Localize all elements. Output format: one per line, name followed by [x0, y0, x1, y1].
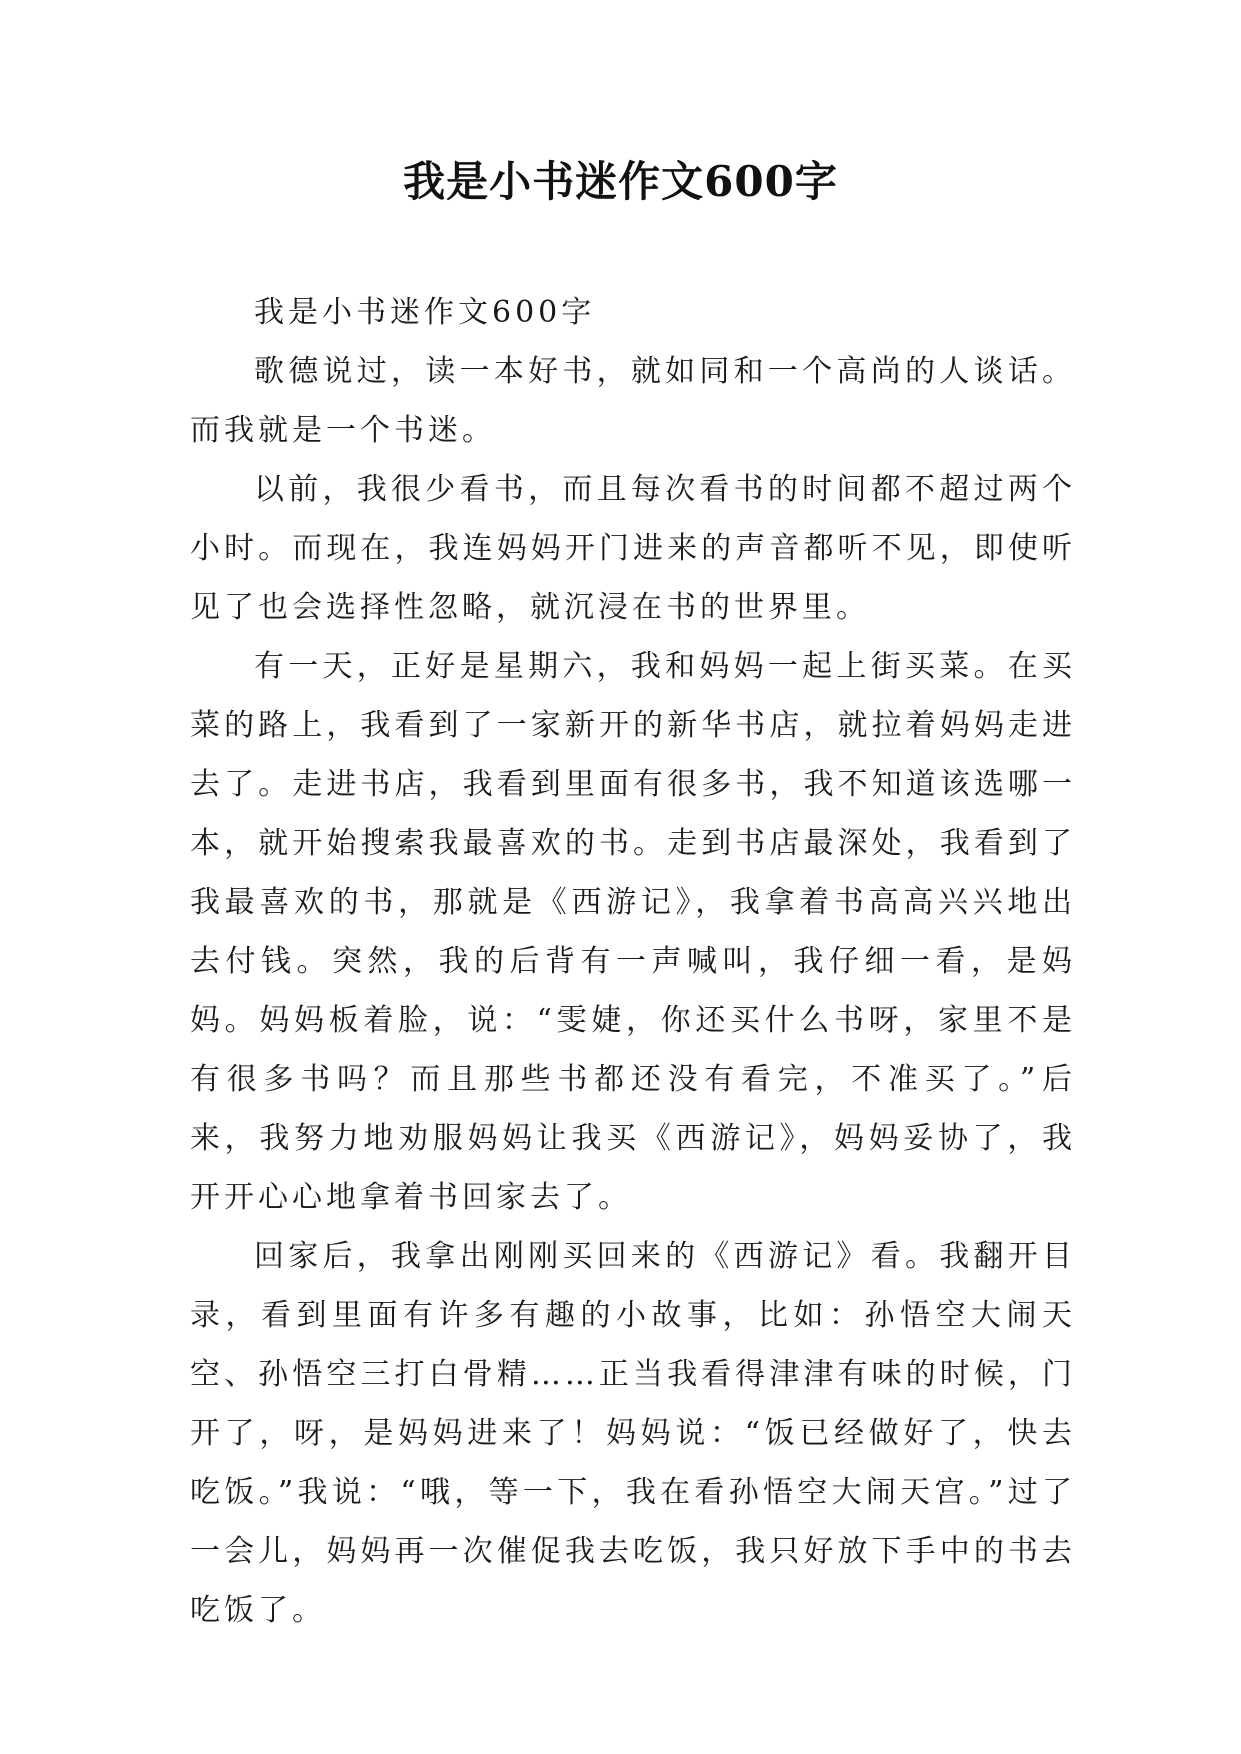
document-body [190, 283, 1076, 1640]
paragraph: 有一天，正好是星期六，我和妈妈一起上街买菜。在买菜的路上，我看到了一家新开的新华书店，就拉着妈妈走进去了。走进书店，我看到里面有很多书，我不知道该选哪一本，就开始搜索我最喜欢的书。走到书店最深处，我看到了我最喜欢的书，那就是《西游记》，我拿着书高高兴兴地出去付钱。突然，我的后背有一声喊叫，我仔细一看，是妈妈。妈妈板着脸，说：“雯婕，你还买什么书呀，家里不是有很多书吗？而且那些书都还没有看完，不准买了。”后来，我努力地劝服妈妈让我买《西游记》，妈妈妥协了，我开开心心地拿着书回家去了。 [190, 649, 1076, 1215]
paragraph: 以前，我很少看书，而且每次看书的时间都不超过两个小时。而现在，我连妈妈开门进来的声音都听不见，即使听见了也会选择性忽略，就沉浸在书的世界里。 [190, 472, 1076, 625]
paragraph: 歌德说过，读一本好书，就如同和一个高尚的人谈话。而我就是一个书迷。 [190, 354, 1076, 448]
document-title: 我是小书迷作文600字 [403, 157, 838, 206]
paragraph: 回家后，我拿出刚刚买回来的《西游记》看。我翻开目录，看到里面有许多有趣的小故事，比如：孙悟空大闹天空、孙悟空三打白骨精……正当我看得津津有味的时候，门开了，呀，是妈妈进来了！妈妈说：“饭已经做好了，快去吃饭。”我说：“哦，等一下，我在看孙悟空大闹天宫。”过了一会儿，妈妈再一次催促我去吃饭，我只好放下手中的书去吃饭了。 [190, 1239, 1076, 1628]
paragraph-subtitle: 我是小书迷作文600字 [254, 295, 596, 330]
